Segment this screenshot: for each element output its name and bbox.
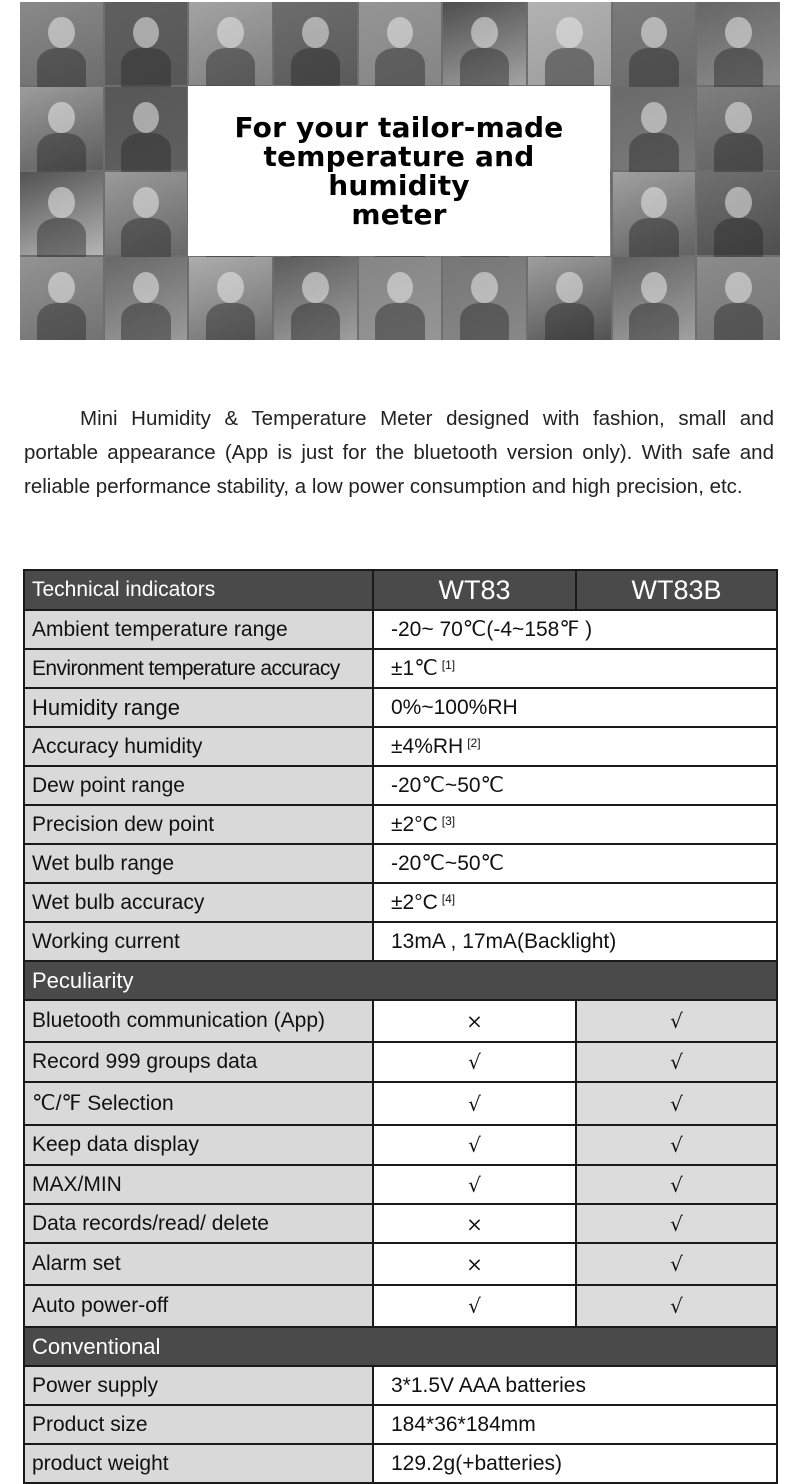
photo-person-body xyxy=(291,48,341,90)
feature-wt83-mark: √ xyxy=(373,1285,576,1327)
spec-label: Accuracy humidity xyxy=(24,727,373,766)
spec-value: ±1℃ [1] xyxy=(373,649,777,688)
feature-wt83-mark: × xyxy=(373,1243,576,1285)
photo-person-body xyxy=(375,303,425,340)
collage-photo xyxy=(697,257,780,340)
feature-wt83-mark: √ xyxy=(373,1165,576,1204)
photo-person-body xyxy=(629,218,679,260)
spec-label: Precision dew point xyxy=(24,805,373,844)
photo-person-body xyxy=(545,303,595,340)
header-model-wt83: WT83 xyxy=(373,570,576,610)
spec-value: -20℃~50℃ xyxy=(373,766,777,805)
photo-person-head xyxy=(556,17,582,49)
collage-photo xyxy=(274,2,357,85)
collage-photo xyxy=(528,257,611,340)
photo-person-head xyxy=(48,187,74,219)
collage-photo xyxy=(613,257,696,340)
banner-title-line-1: For your tailor-made xyxy=(234,111,564,144)
feature-wt83b-mark: √ xyxy=(576,1082,777,1125)
photo-person-head xyxy=(725,102,751,134)
spec-value: ±2°C [4] xyxy=(373,883,777,922)
table-row xyxy=(24,1082,777,1125)
table-row xyxy=(24,1165,777,1204)
table-row xyxy=(24,1444,777,1483)
photo-person-body xyxy=(37,133,87,175)
section-title-conventional: Conventional xyxy=(24,1327,777,1366)
photo-person-head xyxy=(725,17,751,49)
feature-label: ℃/℉ Selection xyxy=(24,1082,373,1125)
photo-collage-banner xyxy=(20,2,780,340)
photo-person-head xyxy=(641,272,667,304)
photo-person-body xyxy=(121,133,171,175)
spec-value: 13mA , 17mA(Backlight) xyxy=(373,922,777,961)
photo-person-head xyxy=(387,17,413,49)
general-value: 129.2g(+batteries) xyxy=(373,1444,777,1483)
collage-photo xyxy=(20,87,103,170)
photo-person-head xyxy=(641,187,667,219)
photo-person-body xyxy=(629,48,679,90)
table-row xyxy=(24,922,777,961)
collage-photo xyxy=(274,257,357,340)
table-row xyxy=(24,1204,777,1243)
feature-wt83-mark: × xyxy=(373,1000,576,1042)
table-row xyxy=(24,727,777,766)
general-label: product weight xyxy=(24,1444,373,1483)
photo-person-body xyxy=(37,218,87,260)
photo-person-body xyxy=(714,48,764,90)
collage-photo xyxy=(359,2,442,85)
collage-photo xyxy=(105,2,188,85)
collage-photo xyxy=(359,257,442,340)
feature-label: Alarm set xyxy=(24,1243,373,1285)
photo-person-head xyxy=(725,272,751,304)
banner-title-line-3: meter xyxy=(351,198,447,231)
photo-person-body xyxy=(460,48,510,90)
photo-person-head xyxy=(133,187,159,219)
collage-photo xyxy=(613,87,696,170)
table-row xyxy=(24,844,777,883)
photo-person-head xyxy=(217,272,243,304)
spec-value: ±4%RH [2] xyxy=(373,727,777,766)
feature-label: Keep data display xyxy=(24,1125,373,1165)
general-value: 3*1.5V AAA batteries xyxy=(373,1366,777,1405)
table-row xyxy=(24,1125,777,1165)
collage-photo xyxy=(105,257,188,340)
collage-photo xyxy=(105,172,188,255)
table-row xyxy=(24,805,777,844)
table-row xyxy=(24,1285,777,1327)
spec-label: Environment temperature accuracy xyxy=(24,649,373,688)
collage-photo xyxy=(697,172,780,255)
collage-photo xyxy=(105,87,188,170)
feature-wt83-mark: × xyxy=(373,1204,576,1243)
banner-title-line-2: temperature and humidity xyxy=(263,140,535,202)
photo-person-head xyxy=(302,17,328,49)
general-value: 184*36*184mm xyxy=(373,1405,777,1444)
photo-person-head xyxy=(471,17,497,49)
photo-person-head xyxy=(48,272,74,304)
photo-person-body xyxy=(206,48,256,90)
collage-photo xyxy=(443,257,526,340)
photo-person-body xyxy=(121,303,171,340)
table-row xyxy=(24,883,777,922)
photo-person-body xyxy=(714,218,764,260)
photo-person-head xyxy=(217,17,243,49)
feature-label: MAX/MIN xyxy=(24,1165,373,1204)
photo-person-head xyxy=(48,17,74,49)
table-row xyxy=(24,688,777,727)
feature-wt83b-mark: √ xyxy=(576,1165,777,1204)
collage-photo xyxy=(189,2,272,85)
photo-person-head xyxy=(641,17,667,49)
feature-label: Data records/read/ delete xyxy=(24,1204,373,1243)
feature-label: Bluetooth communication (App) xyxy=(24,1000,373,1042)
table-row xyxy=(24,1366,777,1405)
photo-person-body xyxy=(545,48,595,90)
table-row xyxy=(24,1042,777,1082)
collage-photo xyxy=(613,172,696,255)
collage-photo xyxy=(20,2,103,85)
spec-label: Wet bulb accuracy xyxy=(24,883,373,922)
photo-person-head xyxy=(133,272,159,304)
photo-person-head xyxy=(471,272,497,304)
feature-wt83b-mark: √ xyxy=(576,1243,777,1285)
collage-photo xyxy=(189,257,272,340)
general-label: Power supply xyxy=(24,1366,373,1405)
header-technical-indicators: Technical indicators xyxy=(24,570,373,610)
feature-wt83b-mark: √ xyxy=(576,1285,777,1327)
photo-person-body xyxy=(460,303,510,340)
feature-label: Auto power-off xyxy=(24,1285,373,1327)
photo-person-body xyxy=(629,303,679,340)
photo-person-body xyxy=(37,48,87,90)
spec-value: ±2°C [3] xyxy=(373,805,777,844)
photo-person-body xyxy=(121,48,171,90)
general-label: Product size xyxy=(24,1405,373,1444)
footnote-marker: [3] xyxy=(441,813,456,828)
photo-person-head xyxy=(725,187,751,219)
photo-person-head xyxy=(133,102,159,134)
header-model-wt83b: WT83B xyxy=(576,570,777,610)
feature-wt83-mark: √ xyxy=(373,1042,576,1082)
photo-person-body xyxy=(206,303,256,340)
spec-label: Ambient temperature range xyxy=(24,610,373,649)
photo-person-head xyxy=(302,272,328,304)
spec-label: Dew point range xyxy=(24,766,373,805)
collage-photo xyxy=(443,2,526,85)
footnote-marker: [1] xyxy=(441,658,456,672)
table-row xyxy=(24,1243,777,1285)
footnote-marker: [4] xyxy=(441,891,456,906)
table-row xyxy=(24,1000,777,1042)
spec-label: Wet bulb range xyxy=(24,844,373,883)
collage-photo xyxy=(20,172,103,255)
product-intro-text: Mini Humidity & Temperature Meter designed with fashion, small and portable appearance (App is just for the bluetooth version only). With safe and reliable performance stability, a low power consumption and high precision, etc. xyxy=(24,407,774,498)
spec-value: -20℃~50℃ xyxy=(373,844,777,883)
footnote-marker: [2] xyxy=(467,735,481,750)
spec-value: 0%~100%RH xyxy=(373,688,777,727)
feature-wt83b-mark: √ xyxy=(576,1204,777,1243)
photo-person-body xyxy=(37,303,87,340)
photo-person-head xyxy=(133,17,159,49)
collage-photo xyxy=(697,2,780,85)
photo-person-body xyxy=(629,133,679,175)
table-header-row xyxy=(24,570,777,610)
feature-label: Record 999 groups data xyxy=(24,1042,373,1082)
spec-value: -20~ 70℃(-4~158℉ ) xyxy=(373,610,777,649)
section-row-features xyxy=(24,961,777,1000)
photo-person-body xyxy=(714,303,764,340)
photo-person-body xyxy=(121,218,171,260)
spec-label: Working current xyxy=(24,922,373,961)
spec-table xyxy=(23,569,778,1484)
photo-person-head xyxy=(556,272,582,304)
photo-person-body xyxy=(714,133,764,175)
photo-person-body xyxy=(375,48,425,90)
feature-wt83b-mark: √ xyxy=(576,1125,777,1165)
feature-wt83b-mark: √ xyxy=(576,1042,777,1082)
section-title-peculiarity: Peculiarity xyxy=(24,961,777,1000)
banner-title-box xyxy=(188,86,610,256)
photo-person-head xyxy=(48,102,74,134)
table-row xyxy=(24,1405,777,1444)
photo-person-body xyxy=(291,303,341,340)
photo-person-head xyxy=(387,272,413,304)
table-row xyxy=(24,766,777,805)
table-row xyxy=(24,610,777,649)
section-row-general xyxy=(24,1327,777,1366)
feature-wt83-mark: √ xyxy=(373,1125,576,1165)
banner-title xyxy=(188,113,610,229)
spec-label: Humidity range xyxy=(24,688,373,727)
photo-person-head xyxy=(641,102,667,134)
collage-photo xyxy=(20,257,103,340)
collage-photo xyxy=(528,2,611,85)
collage-photo xyxy=(613,2,696,85)
collage-photo xyxy=(697,87,780,170)
table-row xyxy=(24,649,777,688)
feature-wt83-mark: √ xyxy=(373,1082,576,1125)
feature-wt83b-mark: √ xyxy=(576,1000,777,1042)
